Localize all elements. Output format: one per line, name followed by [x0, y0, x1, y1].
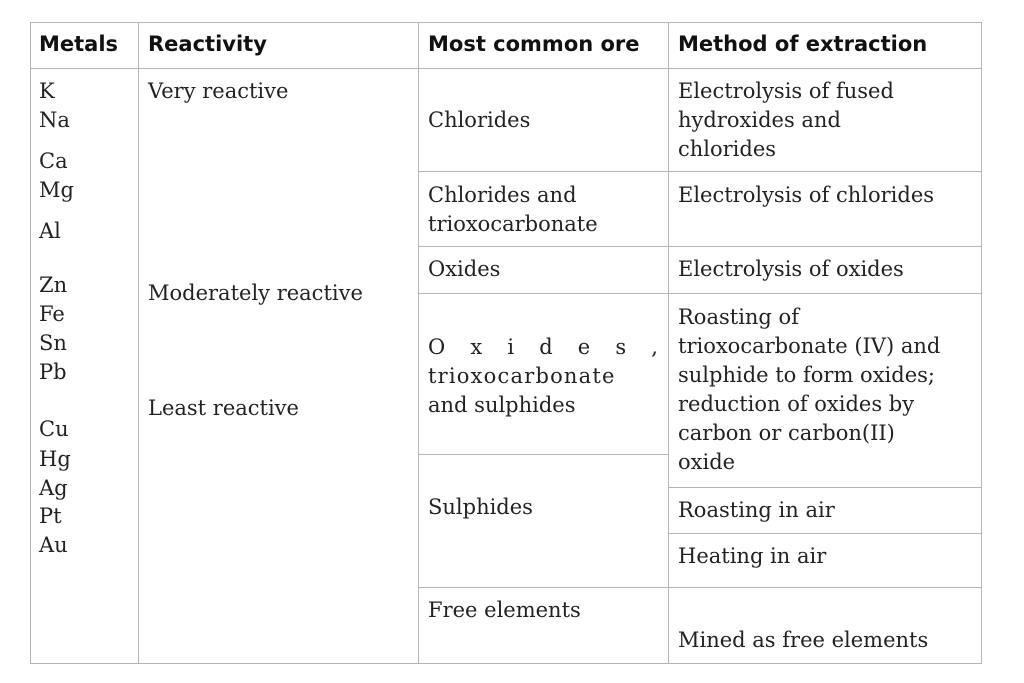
method-4-line4: reduction of oxides by [678, 392, 915, 416]
reactivity-very: Very reactive [148, 79, 289, 103]
row-divider-1 [418, 171, 982, 172]
metal-fe: Fe [39, 302, 65, 326]
table-border-bottom [30, 663, 982, 664]
metal-cu: Cu [39, 417, 69, 441]
row-divider-method-5 [668, 533, 982, 534]
method-2: Electrolysis of chlorides [678, 183, 935, 207]
ore-free-elements: Free elements [428, 598, 581, 622]
header-ore: Most common ore [428, 32, 640, 56]
method-4-line3: sulphide to form oxides; [678, 363, 935, 387]
reactivity-moderate: Moderately reactive [148, 281, 363, 305]
metal-mg: Mg [39, 178, 74, 202]
row-divider-ore-4 [418, 454, 668, 455]
ore-chlorides-tri-line1: Chlorides and [428, 183, 577, 207]
method-4-line2: trioxocarbonate (IV) and [678, 334, 941, 358]
method-4-line1: Roasting of [678, 305, 799, 329]
extraction-table [30, 22, 982, 664]
method-1-line2: hydroxides and [678, 108, 841, 132]
row-divider-2 [418, 246, 982, 247]
table-border-left [30, 22, 31, 664]
metal-pb: Pb [39, 360, 67, 384]
method-4-line5: carbon or carbon(II) [678, 421, 895, 445]
metal-ca: Ca [39, 149, 68, 173]
metal-au: Au [39, 533, 68, 557]
method-6: Heating in air [678, 544, 827, 568]
metal-sn: Sn [39, 331, 67, 355]
metal-pt: Pt [39, 504, 62, 528]
metal-al: Al [39, 219, 61, 243]
row-divider-6 [418, 587, 982, 588]
method-5: Roasting in air [678, 498, 835, 522]
metal-zn: Zn [39, 273, 68, 297]
col-divider-3 [668, 22, 669, 664]
method-1-line1: Electrolysis of fused [678, 79, 894, 103]
table-border-right [981, 22, 982, 664]
method-4-line6: oxide [678, 450, 736, 474]
table-border-top [30, 22, 982, 23]
ore-sulphides: Sulphides [428, 495, 533, 519]
ore-chlorides-tri-line2: trioxocarbonate [428, 212, 598, 236]
col-divider-1 [138, 22, 139, 664]
header-metals: Metals [39, 32, 119, 56]
method-7: Mined as free elements [678, 628, 929, 652]
method-3: Electrolysis of oxides [678, 257, 904, 281]
ore-oxides-mixed-line1 [428, 333, 658, 362]
metal-hg: Hg [39, 447, 71, 471]
ore-oxides: Oxides [428, 257, 501, 281]
ore-chlorides: Chlorides [428, 108, 531, 132]
metal-k: K [39, 79, 55, 103]
metal-na: Na [39, 108, 70, 132]
metal-ag: Ag [39, 476, 68, 500]
header-reactivity: Reactivity [148, 32, 267, 56]
row-divider-method-4 [668, 487, 982, 488]
col-divider-2 [418, 22, 419, 664]
header-divider [30, 68, 982, 69]
header-method: Method of extraction [678, 32, 928, 56]
method-1-line3: chlorides [678, 137, 777, 161]
reactivity-least: Least reactive [148, 396, 299, 420]
ore-oxides-mixed-spread: O x i d e s , [428, 335, 658, 359]
ore-oxides-mixed-line2: trioxocarbonate [428, 364, 616, 388]
row-divider-3 [418, 293, 982, 294]
ore-oxides-mixed-line3: and sulphides [428, 393, 576, 417]
